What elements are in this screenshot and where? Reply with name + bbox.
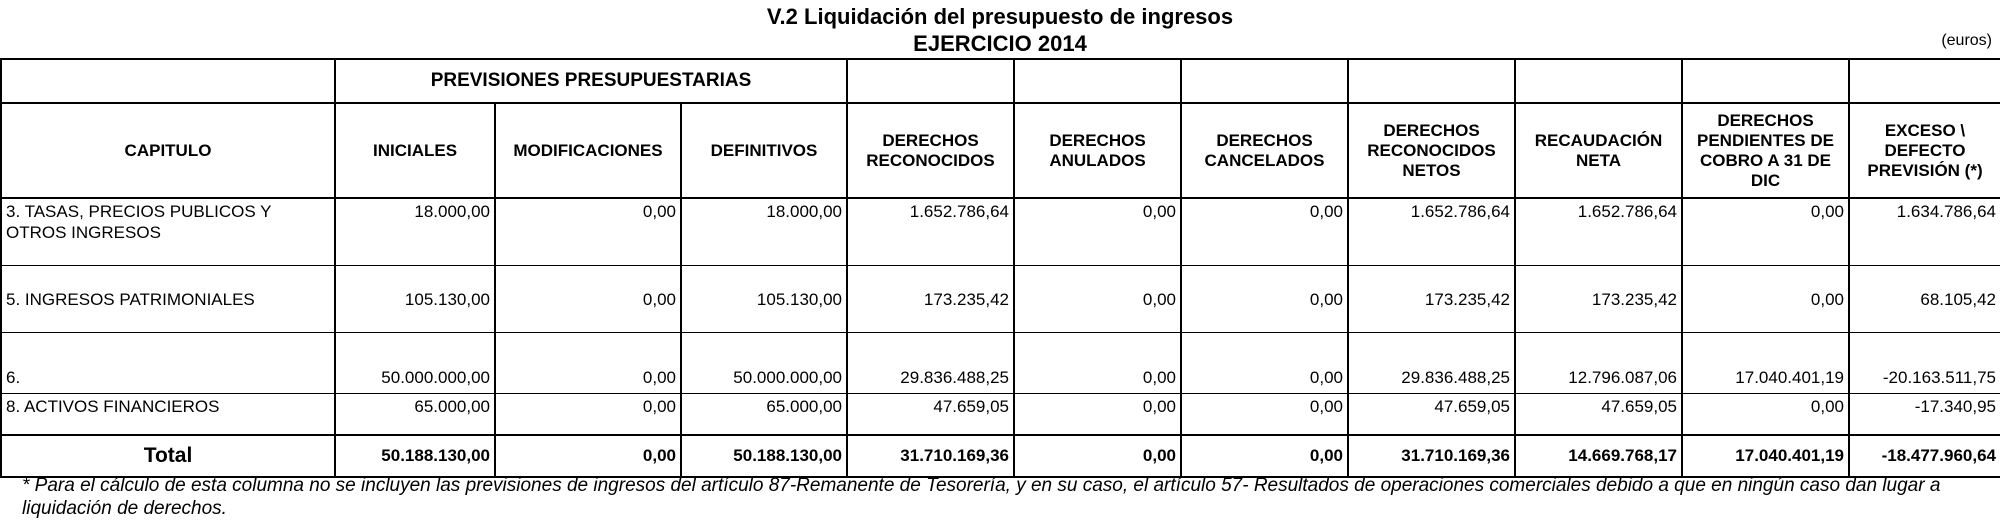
- row-capitulo: 3. TASAS, PRECIOS PUBLICOS Y OTROS INGRESOS: [1, 198, 335, 266]
- col-header-derechos-pendientes: DERECHOS PENDIENTES DE COBRO A 31 DE DIC: [1682, 103, 1849, 198]
- group-header-row: [1, 59, 2000, 103]
- cell-definitivos: 65.000,00: [681, 394, 847, 436]
- cell-exceso-defecto: 68.105,42: [1849, 266, 2000, 333]
- column-header-row: [1, 103, 2000, 198]
- empty-header-cell: [1014, 59, 1181, 103]
- table-row: [1, 333, 2000, 394]
- group-header-previsiones: PREVISIONES PRESUPUESTARIAS: [335, 59, 847, 103]
- cell-derechos-reconocidos: 47.659,05: [847, 394, 1014, 436]
- report-subtitle: EJERCICIO 2014: [913, 31, 1087, 56]
- cell-derechos-pendientes: 0,00: [1682, 198, 1849, 266]
- cell-modificaciones: 0,00: [495, 333, 681, 394]
- cell-modificaciones: 0,00: [495, 394, 681, 436]
- cell-derechos-anulados: 0,00: [1014, 198, 1181, 266]
- total-row: [1, 435, 2000, 477]
- cell-recaudacion-neta: 1.652.786,64: [1515, 198, 1682, 266]
- cell-derechos-reconocidos: 173.235,42: [847, 266, 1014, 333]
- report-title: V.2 Liquidación del presupuesto de ingresos: [766, 4, 1234, 29]
- budget-table: [0, 58, 2000, 478]
- cell-derechos-pendientes: 0,00: [1682, 394, 1849, 436]
- cell-derechos-anulados: 0,00: [1014, 394, 1181, 436]
- cell-recaudacion-neta: 12.796.087,06: [1515, 333, 1682, 394]
- cell-derechos-reconocidos-netos: 47.659,05: [1348, 394, 1515, 436]
- total-derechos-cancelados: 0,00: [1181, 435, 1348, 477]
- cell-derechos-pendientes: 17.040.401,19: [1682, 333, 1849, 394]
- empty-header-cell: [1515, 59, 1682, 103]
- cell-derechos-pendientes: 0,00: [1682, 266, 1849, 333]
- cell-recaudacion-neta: 47.659,05: [1515, 394, 1682, 436]
- total-iniciales: 50.188.130,00: [335, 435, 495, 477]
- cell-exceso-defecto: 1.634.786,64: [1849, 198, 2000, 266]
- row-capitulo: 6.: [1, 333, 335, 394]
- table-row: [1, 394, 2000, 436]
- col-header-recaudacion-neta: RECAUDACIÓN NETA: [1515, 103, 1682, 198]
- cell-exceso-defecto: -20.163.511,75: [1849, 333, 2000, 394]
- total-derechos-anulados: 0,00: [1014, 435, 1181, 477]
- row-capitulo: 5. INGRESOS PATRIMONIALES: [1, 266, 335, 333]
- cell-exceso-defecto: -17.340,95: [1849, 394, 2000, 436]
- cell-modificaciones: 0,00: [495, 198, 681, 266]
- cell-modificaciones: 0,00: [495, 266, 681, 333]
- table-row: [1, 266, 2000, 333]
- row-capitulo: 8. ACTIVOS FINANCIEROS: [1, 394, 335, 436]
- col-header-derechos-reconocidos: DERECHOS RECONOCIDOS: [847, 103, 1014, 198]
- cell-derechos-reconocidos-netos: 1.652.786,64: [1348, 198, 1515, 266]
- col-header-definitivos: DEFINITIVOS: [681, 103, 847, 198]
- cell-definitivos: 105.130,00: [681, 266, 847, 333]
- cell-iniciales: 18.000,00: [335, 198, 495, 266]
- empty-header-cell: [1849, 59, 2000, 103]
- total-exceso-defecto: -18.477.960,64: [1849, 435, 2000, 477]
- cell-iniciales: 105.130,00: [335, 266, 495, 333]
- cell-derechos-anulados: 0,00: [1014, 266, 1181, 333]
- col-header-derechos-cancelados: DERECHOS CANCELADOS: [1181, 103, 1348, 198]
- empty-header-cell: [1682, 59, 1849, 103]
- cell-derechos-cancelados: 0,00: [1181, 333, 1348, 394]
- col-header-derechos-anulados: DERECHOS ANULADOS: [1014, 103, 1181, 198]
- col-header-exceso-defecto: EXCESO \ DEFECTO PREVISIÓN (*): [1849, 103, 2000, 198]
- col-header-capitulo: CAPITULO: [1, 103, 335, 198]
- cell-derechos-cancelados: 0,00: [1181, 198, 1348, 266]
- cell-definitivos: 50.000.000,00: [681, 333, 847, 394]
- total-derechos-reconocidos-netos: 31.710.169,36: [1348, 435, 1515, 477]
- cell-derechos-reconocidos-netos: 173.235,42: [1348, 266, 1515, 333]
- cell-derechos-reconocidos-netos: 29.836.488,25: [1348, 333, 1515, 394]
- empty-header-cell: [847, 59, 1014, 103]
- total-modificaciones: 0,00: [495, 435, 681, 477]
- empty-header-cell: [1348, 59, 1515, 103]
- cell-derechos-cancelados: 0,00: [1181, 394, 1348, 436]
- table-row: [1, 198, 2000, 266]
- total-derechos-reconocidos: 31.710.169,36: [847, 435, 1014, 477]
- empty-header-cell: [1181, 59, 1348, 103]
- cell-iniciales: 50.000.000,00: [335, 333, 495, 394]
- cell-definitivos: 18.000,00: [681, 198, 847, 266]
- cell-derechos-cancelados: 0,00: [1181, 266, 1348, 333]
- cell-recaudacion-neta: 173.235,42: [1515, 266, 1682, 333]
- cell-derechos-reconocidos: 29.836.488,25: [847, 333, 1014, 394]
- col-header-iniciales: INICIALES: [335, 103, 495, 198]
- col-header-derechos-reconocidos-netos: DERECHOS RECONOCIDOS NETOS: [1348, 103, 1515, 198]
- total-definitivos: 50.188.130,00: [681, 435, 847, 477]
- cell-derechos-anulados: 0,00: [1014, 333, 1181, 394]
- total-recaudacion-neta: 14.669.768,17: [1515, 435, 1682, 477]
- cell-iniciales: 65.000,00: [335, 394, 495, 436]
- footnote: * Para el cálculo de esta columna no se incluyen las previsiones de ingresos del artículo 87-Remanente de Tesorería, y en su caso, el artículo 57- Resultados de operaciones comerciales debido a que en ningún caso dan lugar a liquidación de derechos.: [22, 475, 1941, 519]
- empty-header-cell: [1, 59, 335, 103]
- col-header-modificaciones: MODIFICACIONES: [495, 103, 681, 198]
- total-label: Total: [1, 435, 335, 477]
- total-derechos-pendientes: 17.040.401,19: [1682, 435, 1849, 477]
- units-label: (euros): [1941, 32, 1992, 49]
- cell-derechos-reconocidos: 1.652.786,64: [847, 198, 1014, 266]
